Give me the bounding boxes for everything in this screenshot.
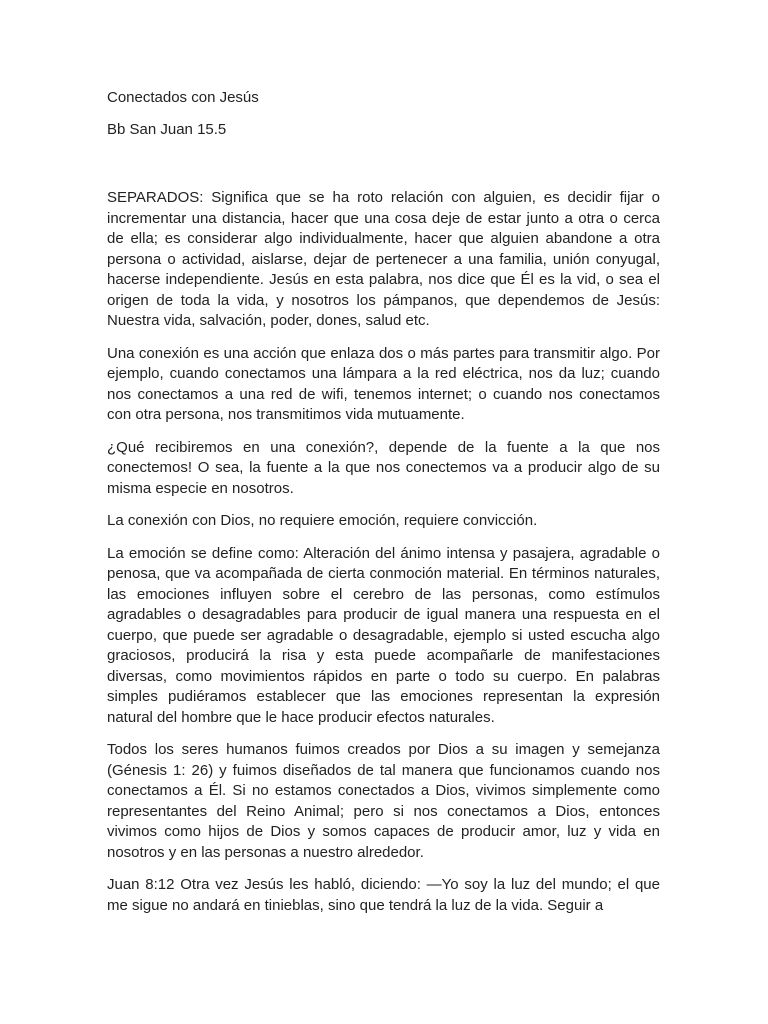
paragraph-que-recibiremos: ¿Qué recibiremos en una conexión?, depende de la fuente a la que nos conectemos! O sea, la fuente a la que nos conectemos va a producir algo de su misma especie en nosotros. <box>107 438 660 497</box>
paragraph-conexion-con-dios: La conexión con Dios, no requiere emoción, requiere convicción. <box>107 512 538 529</box>
document-page <box>107 88 660 928</box>
paragraph-emocion: La emoción se define como: Alteración del ánimo intensa y pasajera, agradable o penosa, que va acompañada de cierta conmoción material. En términos naturales, las emociones influyen sobre el cerebro de las personas, como estímulos agradables o desagradables para producir de igual manera una respuesta en el cuerpo, que puede ser agradable o desagradable, ejemplo si usted escucha algo graciosos, producirá la risa y esta puede acompañarle de manifestaciones diversas, como movimientos rápidos en parte o todo su cuerpo. En palabras simples pudiéramos establecer que las emociones representan la expresión natural del hombre que le hace producir efectos naturales. <box>107 544 660 726</box>
paragraph-seres-humanos: Todos los seres humanos fuimos creados por Dios a su imagen y semejanza (Génesis 1: 26) y fuimos diseñados de tal manera que funcionamos cuando nos conectamos a Él. Si no estamos conectados a Dios, vivimos simplemente como representantes del Reino Animal; pero si nos conectamos a Dios, entonces vivimos como hijos de Dios y somos capaces de producir amor, luz y vida en nosotros y en las personas a nuestro alrededor. <box>107 741 660 861</box>
paragraph-separados: SEPARADOS: Significa que se ha roto relación con alguien, es decidir fijar o incrementar una distancia, hacer que una cosa deje de estar junto a otra o cerca de ella; es considerar algo individualmente, hacer que alguien abandone a otra persona o actividad, aislarse, dejar de pertenecer a una familia, unión conyugal, hacerse independiente. Jesús en esta palabra, nos dice que Él es la vid, o sea el origen de toda la vida, y nosotros los pámpanos, que dependemos de Jesús: Nuestra vida, salvación, poder, dones, salud etc. <box>107 189 660 329</box>
paragraph-conexion: Una conexión es una acción que enlaza dos o más partes para transmitir algo. Por ejemplo, cuando conectamos una lámpara a la red eléctrica, nos da luz; cuando nos conectamos a una red de wifi, tenemos internet; o cuando nos conectamos con otra persona, nos transmitimos vida mutuamente. <box>107 344 660 423</box>
paragraph-juan-8-12: Juan 8:12 Otra vez Jesús les habló, diciendo: —Yo soy la luz del mundo; el que me sigue no andará en tinieblas, sino que tendrá la luz de la vida. Seguir a <box>107 876 660 914</box>
bible-reference: Bb San Juan 15.5 <box>107 120 227 138</box>
document-title: Conectados con Jesús <box>107 89 259 106</box>
